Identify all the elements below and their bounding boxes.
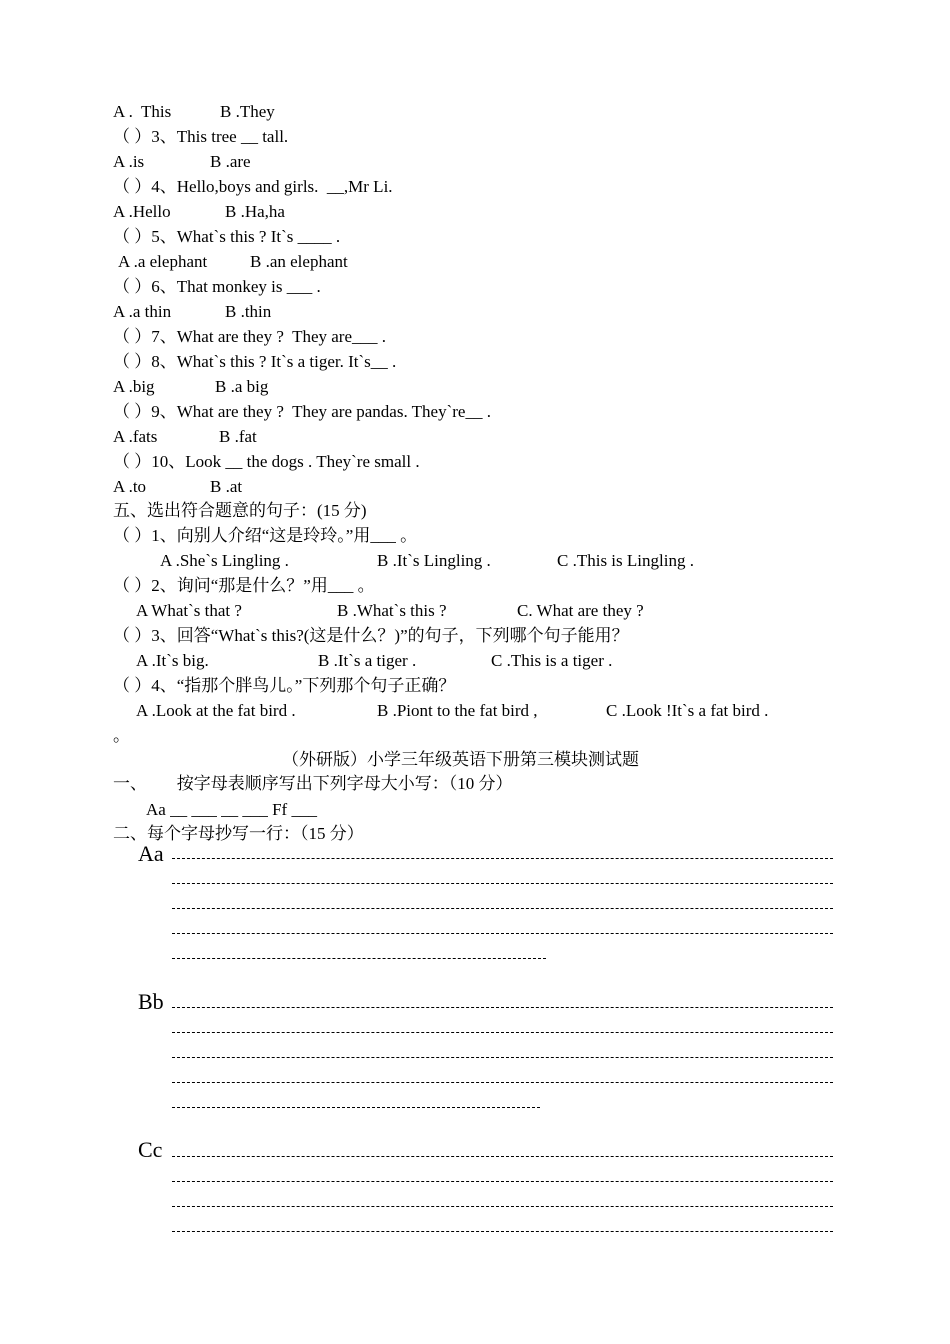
q5-option-b: B .an elephant bbox=[250, 252, 348, 271]
s5-q2-stem: （ ）2、询问“那是什么？”用___ 。 bbox=[113, 576, 375, 595]
s5-q3-option-b: B .It`s a tiger . bbox=[318, 651, 417, 670]
q4-stem: （ ）4、Hello,boys and girls. __,Mr Li. bbox=[113, 177, 393, 196]
q9-option-a: A .fats bbox=[113, 427, 158, 446]
q10-stem: （ ）10、Look __ the dogs . They`re small . bbox=[113, 452, 420, 471]
q8-option-b: B .a big bbox=[215, 377, 269, 396]
q10-option-b: B .at bbox=[210, 477, 243, 496]
q3-option-b: B .are bbox=[210, 152, 251, 171]
s5-q3-option-a: A .It`s big. bbox=[136, 651, 209, 670]
cc-line-2 bbox=[172, 1181, 833, 1182]
bb-line-4 bbox=[172, 1082, 833, 1083]
q9-option-b: B .fat bbox=[219, 427, 257, 446]
s5-q4-option-a: A .Look at the fat bird . bbox=[136, 701, 296, 720]
section5-heading: 五、选出符合题意的句子：(15 分) bbox=[113, 501, 367, 520]
bb-line-5 bbox=[172, 1107, 540, 1108]
s5-q2-option-a: A What`s that ? bbox=[136, 601, 242, 620]
aa-line-2 bbox=[172, 883, 833, 884]
s5-q4-option-c: C .Look !It`s a fat bird . bbox=[606, 701, 769, 720]
cc-line-4 bbox=[172, 1231, 833, 1232]
s5-q2-option-c: C. What are they ? bbox=[517, 601, 644, 620]
q3-stem: （ ）3、This tree __ tall. bbox=[113, 127, 289, 146]
cc-line-1 bbox=[172, 1156, 833, 1157]
bb-line-2 bbox=[172, 1032, 833, 1033]
q5-stem: （ ）5、What`s this ? It`s ____ . bbox=[113, 227, 341, 246]
aa-line-3 bbox=[172, 908, 833, 909]
s5-q2-option-b: B .What`s this ? bbox=[337, 601, 447, 620]
aa-line-1 bbox=[172, 858, 833, 859]
q6-option-a: A .a thin bbox=[113, 302, 172, 321]
s5-q1-option-a: A .She`s Lingling . bbox=[160, 551, 289, 570]
q6-option-b: B .thin bbox=[225, 302, 272, 321]
bb-line-3 bbox=[172, 1057, 833, 1058]
s5-q4-option-b: B .Piont to the fat bird , bbox=[377, 701, 538, 720]
copy-letter-cc: Cc bbox=[138, 1137, 163, 1162]
q9-stem: （ ）9、What are they ? They are pandas. They`re__ . bbox=[113, 402, 491, 421]
part2-heading: 二、每个字母抄写一行：（15 分） bbox=[113, 824, 364, 843]
q2-option-b: B .They bbox=[220, 102, 275, 121]
part1-letter-line: Aa __ ___ __ ___ Ff ___ bbox=[146, 800, 317, 819]
aa-line-5 bbox=[172, 958, 546, 959]
s5-q1-option-c: C .This is Lingling . bbox=[557, 551, 694, 570]
q7-stem: （ ）7、What are they ? They are___ . bbox=[113, 327, 387, 346]
bb-line-1 bbox=[172, 1007, 833, 1008]
end-mark: 。 bbox=[113, 726, 130, 745]
q2-option-a: A . This bbox=[113, 102, 172, 121]
q4-option-a: A .Hello bbox=[113, 202, 171, 221]
test-title: （外研版）小学三年级英语下册第三模块测试题 bbox=[282, 750, 639, 769]
q6-stem: （ ）6、That monkey is ___ . bbox=[113, 277, 321, 296]
s5-q3-stem: （ ）3、回答“What`s this?(这是什么？)”的句子，下列哪个句子能用？ bbox=[113, 626, 629, 645]
q8-stem: （ ）8、What`s this ? It`s a tiger. It`s__ . bbox=[113, 352, 397, 371]
q5-option-a: A .a elephant bbox=[118, 252, 208, 271]
s5-q1-stem: （ ）1、向别人介绍“这是玲玲。”用___ 。 bbox=[113, 526, 418, 545]
aa-line-4 bbox=[172, 933, 833, 934]
q10-option-a: A .to bbox=[113, 477, 147, 496]
q3-option-a: A .is bbox=[113, 152, 145, 171]
copy-letter-aa: Aa bbox=[138, 841, 164, 866]
q4-option-b: B .Ha,ha bbox=[225, 202, 285, 221]
copy-letter-bb: Bb bbox=[138, 989, 164, 1014]
s5-q4-stem: （ ）4、“指那个胖鸟儿。”下列那个句子正确？ bbox=[113, 676, 456, 695]
cc-line-3 bbox=[172, 1206, 833, 1207]
s5-q3-option-c: C .This is a tiger . bbox=[491, 651, 613, 670]
part1-heading: 一、 按字母表顺序写出下列字母大小写：（10 分） bbox=[113, 774, 513, 793]
q8-option-a: A .big bbox=[113, 377, 155, 396]
s5-q1-option-b: B .It`s Lingling . bbox=[377, 551, 491, 570]
